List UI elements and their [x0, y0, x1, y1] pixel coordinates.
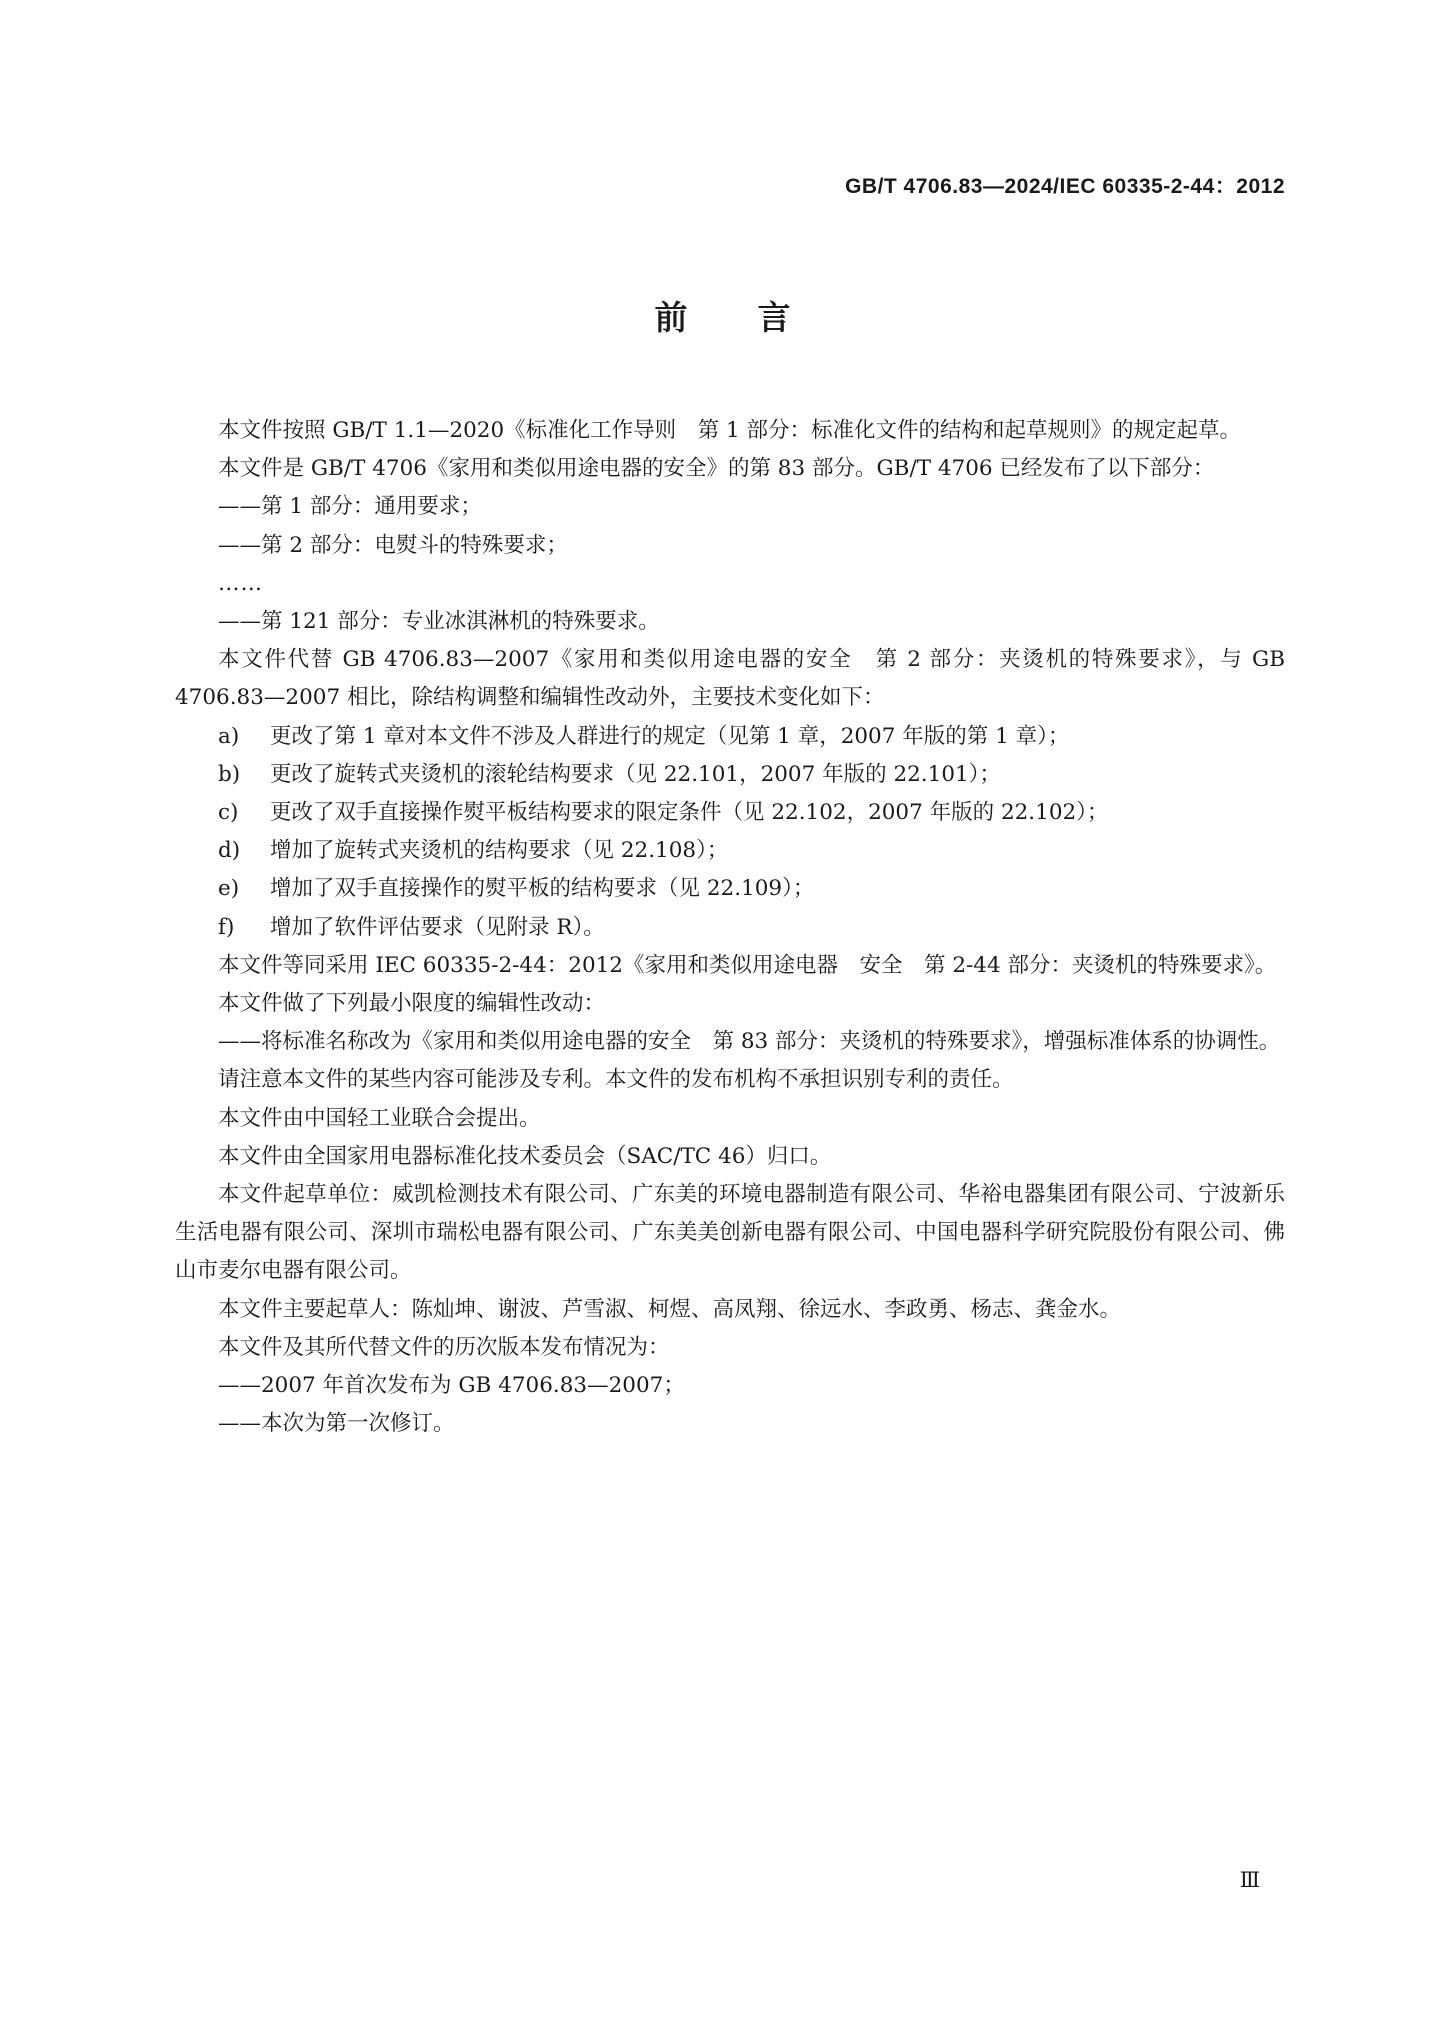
list-item-label: b)	[218, 761, 241, 787]
ellipsis-line: ……	[218, 570, 263, 596]
list-item-text: 更改了旋转式夹烫机的滚轮结构要求（见 22.101，2007 年版的 22.101）；	[270, 761, 1001, 787]
list-item	[175, 756, 1285, 794]
list-item	[175, 909, 1285, 947]
list-item-text: 增加了旋转式夹烫机的结构要求（见 22.108）；	[270, 838, 729, 864]
list-item	[175, 794, 1285, 832]
page-title: 前言	[654, 298, 861, 337]
paragraph: 本文件做了下列最小限度的编辑性改动：	[218, 991, 606, 1017]
paragraph: 本文件是 GB/T 4706《家用和类似用途电器的安全》的第 83 部分。GB/T 4706 已经发布了以下部分：	[218, 456, 1215, 482]
list-item-text: 增加了双手直接操作的熨平板的结构要求（见 22.109）；	[270, 876, 815, 902]
list-item-label: f)	[218, 914, 235, 940]
dash-list-item: ——第 1 部分：通用要求；	[218, 494, 482, 520]
list-item-label: d)	[218, 838, 241, 864]
paragraph: 本文件等同采用 IEC 60335-2-44：2012《家用和类似用途电器 安全 第 2-44 部分：夹烫机的特殊要求》。	[218, 952, 1277, 978]
dash-list-item: ——2007 年首次发布为 GB 4706.83—2007；	[218, 1373, 685, 1399]
list-item-text: 更改了双手直接操作熨平板结构要求的限定条件（见 22.102，2007 年版的 22.102）；	[270, 800, 1109, 826]
paragraph: 本文件主要起草人：陈灿坤、谢波、芦雪淑、柯煜、高凤翔、徐远水、李政勇、杨志、龚金水。	[218, 1296, 1122, 1322]
paragraph: 本文件起草单位：威凯检测技术有限公司、广东美的环境电器制造有限公司、华裕电器集团有限公司、宁波新乐生活电器有限公司、深圳市瑞松电器有限公司、广东美美创新电器有限公司、中国电器科学研究院股份有限公司、佛山市麦尔电器有限公司。	[175, 1182, 1285, 1284]
list-item-text: 更改了第 1 章对本文件不涉及人群进行的规定（见第 1 章，2007 年版的第 1 章）；	[270, 723, 1070, 749]
paragraph: 本文件按照 GB/T 1.1—2020《标准化工作导则 第 1 部分：标准化文件的结构和起草规则》的规定起草。	[218, 418, 1241, 443]
paragraph: 本文件及其所代替文件的历次版本发布情况为：	[218, 1334, 670, 1360]
document-body	[175, 412, 1285, 1443]
dash-list-item: ——第 121 部分：专业冰淇淋机的特殊要求。	[218, 609, 660, 635]
standard-number-header: GB/T 4706.83—2024/IEC 60335-2-44：2012	[845, 175, 1285, 198]
list-item-label: a)	[218, 723, 240, 749]
paragraph: 本文件代替 GB 4706.83—2007《家用和类似用途电器的安全 第 2 部分：夹烫机的特殊要求》，与 GB 4706.83—2007 相比，除结构调整和编辑性改动外，主要技术变化如下：	[175, 647, 1285, 711]
list-item	[175, 870, 1285, 908]
list-item	[175, 718, 1285, 756]
dash-list-item: ——第 2 部分：电熨斗的特殊要求；	[218, 532, 568, 558]
page-number: Ⅲ	[1239, 1868, 1260, 1892]
list-item-text: 增加了软件评估要求（见附录 R）。	[270, 914, 605, 940]
list-item-label: e)	[218, 876, 240, 902]
dash-list-item: ——本次为第一次修订。	[218, 1411, 455, 1437]
list-item-label: c)	[218, 800, 239, 826]
paragraph: 请注意本文件的某些内容可能涉及专利。本文件的发布机构不承担识别专利的责任。	[218, 1067, 1014, 1093]
dash-list-item: ——将标准名称改为《家用和类似用途电器的安全 第 83 部分：夹烫机的特殊要求》，增强标准体系的协调性。	[218, 1029, 1281, 1055]
paragraph: 本文件由中国轻工业联合会提出。	[218, 1105, 541, 1131]
list-item	[175, 832, 1285, 870]
paragraph: 本文件由全国家用电器标准化技术委员会（SAC/TC 46）归口。	[218, 1143, 832, 1169]
